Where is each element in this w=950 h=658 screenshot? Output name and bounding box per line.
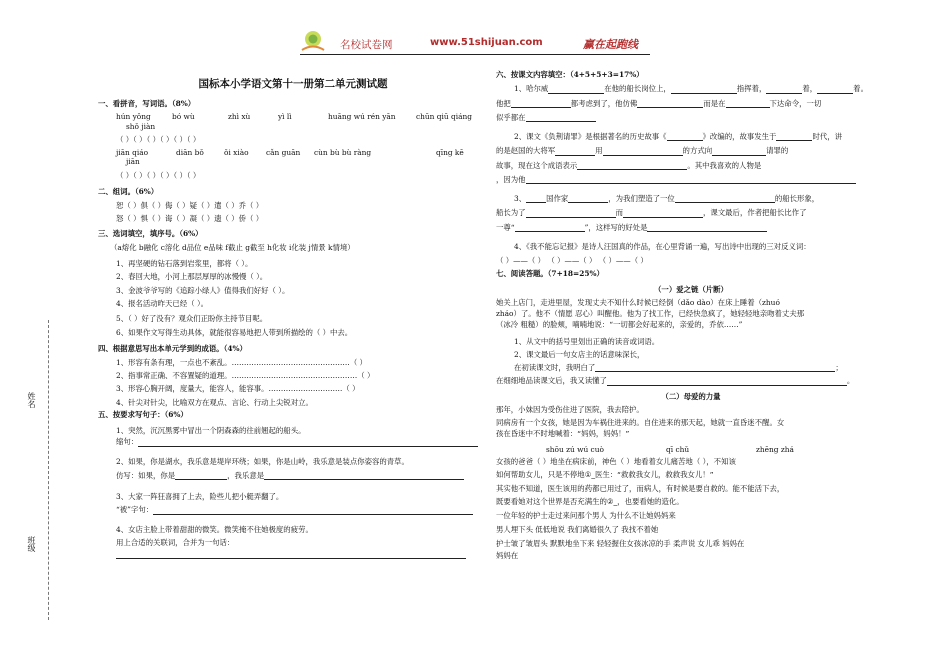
choice-question[interactable]: 2、春回大地，小河上那层厚厚的冰慢慢（ ）。 — [116, 272, 268, 282]
reading-1-para: zháo）了。他不（情愿 忍心）叫醒他。他为了找工作，已经快急疯了，她轻轻地亲吻着丈夫那 — [496, 309, 805, 318]
reading-2-para: 孩在昏迷中不时地喊着：“妈妈，妈妈！” — [496, 429, 630, 439]
sentence-question-3: 3、大家一阵狂喜拥了上去，险些儿把小艇弄翻了。 — [116, 492, 284, 501]
inline-text: 用 — [595, 146, 603, 156]
reading-1-para: （冰冷 粗糙）的脸颊，喃喃地说：“一切都会好起来的，亲爱的，乔依……” — [496, 320, 743, 330]
answer-line[interactable] — [138, 446, 478, 447]
inline-text: 下达命令，一切 — [769, 98, 822, 108]
blank[interactable] — [526, 202, 546, 203]
blank[interactable] — [623, 217, 703, 218]
reading-2-title: （二）母爱的力量 — [661, 391, 721, 401]
reading-1-question: 2、课文最后一句女店主的话意味深长， — [514, 349, 645, 359]
blank[interactable] — [526, 217, 616, 218]
reading-2-para: 同病房有一个女孩，她是因为车祸住进来的。自住进来的那天起，她就一直昏迷不醒。女 — [496, 418, 785, 427]
blank[interactable] — [637, 107, 703, 108]
inline-text: 的是赵国的大将军 — [496, 146, 556, 156]
combine-sentence-label: 用上合适的关联词，合并为一句话： — [116, 537, 235, 547]
inline-text: 都考虑到了，他仿佛 — [570, 98, 638, 108]
pinyin-item: qīng kē — [436, 148, 464, 157]
choice-question[interactable]: 6、如果作文写得生动具体，就能很容易地把人带到所描绘的（ ）中去。 — [116, 328, 353, 338]
inline-text: 在细细地品读课文后，我又读懂了 — [496, 376, 607, 386]
sentence-question-2: 2、如果，你是湖水，我乐意是堤岸环绕；如果，你是山岭，我乐意是装点你姿容的青草。 — [116, 456, 409, 466]
blank[interactable] — [515, 231, 585, 232]
combine-sentence-line[interactable] — [98, 550, 488, 559]
imitate-sentence-line[interactable] — [98, 471, 488, 480]
fill-4-prompt: 4、《我不能忘记报》是诗人汪国真的作品，在心里背诵一遍，写出诗中出现的三对反义词： — [514, 241, 811, 251]
slogan: 赢在起跑线 — [583, 38, 638, 51]
inline-text: 时代，讲 — [812, 132, 843, 141]
blank[interactable] — [526, 121, 596, 122]
school-logo-icon — [296, 30, 330, 52]
word-group-row-1[interactable]: 恕（ ）俱（ ）侮（ ）疑（ ）遣（ ）乔（ ） — [116, 201, 264, 210]
blank[interactable] — [568, 202, 608, 203]
reading-2-para: 妈妈在 — [496, 550, 519, 560]
blank[interactable] — [776, 140, 812, 141]
word-group-row-2[interactable]: 怒（ ）惧（ ）诲（ ）凝（ ）遗（ ）侨（ ） — [116, 214, 264, 224]
sentence-question-1: 1、突然，沉沉黑雾中冒出一个阴森森的往前翘起的船头。 — [116, 426, 306, 435]
section-4-heading: 四、根据意思写出本单元学到的成语。（4%） — [98, 343, 247, 353]
inline-text: 在他的船长岗位上， — [604, 84, 671, 94]
inline-text: 请罪的 — [766, 146, 789, 156]
pinyin-item: bó wù — [172, 112, 195, 122]
name-label: 姓名 — [27, 392, 36, 408]
pinyin-item: chūn qiū qiáng — [416, 112, 472, 122]
pinyin-item: zhēng zhá — [756, 444, 794, 454]
pinyin-item: shōu zú wú cuò — [546, 444, 604, 454]
pinyin-item: yì lì — [278, 112, 292, 122]
answer-line[interactable] — [153, 514, 473, 515]
idiom-question[interactable]: 3、形容心胸开阔，度量大，能容人，能容事。…………………………（ ） — [116, 384, 360, 394]
shrink-label: 缩句： — [116, 437, 139, 447]
pinyin-row-1 — [98, 112, 488, 121]
pinyin-item: hún yǒng — [116, 112, 151, 122]
pinyin-item: huāng wú rén yān — [328, 112, 396, 122]
section-7-heading: 七、阅读答题。（7+18=25%） — [496, 269, 604, 279]
reading-2-para: 一位年轻的护士走过来问那个男人 为什么不让她妈妈来 — [496, 510, 676, 520]
inline-text: 船长为了 — [496, 208, 526, 218]
pinyin-row-1-wrap: shǒ jiàn — [126, 121, 156, 131]
section-1-heading: 一、看拼音，写词语。（8%） — [98, 99, 196, 108]
inline-text: 故事，现在这个成语表示 — [496, 160, 578, 170]
blank[interactable] — [603, 155, 683, 156]
fill-2-line-3[interactable] — [496, 161, 886, 170]
fill-1-line-2[interactable] — [496, 99, 886, 108]
answer-brackets-1[interactable]: （ ）（ ）（ ）（ ）（ ）（ ） — [116, 134, 201, 144]
inline-text: 他把 — [496, 98, 511, 108]
idiom-question[interactable]: 4、针尖对针尖，比喻双方在观点、言论、行动上尖锐对立。 — [116, 397, 313, 407]
site-url[interactable]: www.51shijuan.com — [430, 37, 543, 48]
pinyin-item: ǒi xiào — [224, 148, 249, 157]
inline-text: 在初读课文时，我明白了 — [514, 363, 596, 372]
pinyin-item: qī chǔ — [666, 444, 690, 454]
fill-1-line-3[interactable] — [496, 113, 886, 122]
blank[interactable] — [526, 183, 856, 184]
brand-name: 名校试卷网 — [340, 39, 393, 51]
header-divider — [300, 54, 650, 55]
choice-question[interactable]: 4、报名活动昨天已经（ ）。 — [116, 298, 209, 308]
shrink-sentence-line[interactable] — [98, 437, 488, 446]
section-6-heading: 六、按课文内容填空：（4+5+5+3=17%） — [496, 70, 644, 79]
inline-text: ，为我们塑造了一位 — [608, 194, 675, 203]
inline-text: 的方式向 — [682, 146, 713, 156]
inline-text: 。其中我喜欢的人物是 — [687, 160, 762, 170]
fill-4-brackets[interactable]: （ ）——（ ） （ ）——（ ） （ ）——（ ） — [496, 256, 648, 265]
blank[interactable] — [555, 155, 595, 156]
imitate-label: 仿写：如果，你是 — [116, 470, 176, 480]
passive-sentence-line[interactable] — [98, 505, 488, 514]
blank[interactable] — [667, 140, 703, 141]
pinyin-item: diān bǒ — [176, 148, 204, 157]
left-column — [98, 72, 488, 559]
blank[interactable] — [675, 202, 775, 203]
reading-1-para: 她关上店门，走进里屋，发现丈夫不知什么时候已经倒（dǎo dào）在床上睡着（zhuó — [496, 297, 780, 307]
answer-line[interactable] — [607, 385, 847, 386]
fill-1-line-1[interactable] — [496, 84, 886, 93]
inline-text: 指挥着， — [736, 84, 767, 94]
binding-line — [48, 320, 49, 620]
page-title: 国标本小学语文第十一册第二单元测试题 — [198, 78, 388, 90]
reading-1-answer-line[interactable]: 在细细地品读课文后，我又读懂了 。 — [496, 376, 855, 386]
reading-1-title: （一）爱之链（片断） — [654, 284, 728, 294]
reading-2-para: 男人埋下头 低低地说 我们离婚很久了 我找不着她 — [496, 525, 659, 534]
blank[interactable] — [647, 231, 767, 232]
inline-text: 的船长形象， — [774, 194, 820, 203]
reading-2-para[interactable]: 女孩的爸爸（ ）地坐在病床前，神色（ ）地看着女儿痛苦地（ ），不知该 — [496, 456, 736, 466]
pinyin-item: cùn bù bù ràng — [314, 148, 372, 157]
answer-brackets-2[interactable]: （ ）（ ）（ ）（ ）（ ）（ ） — [116, 170, 201, 180]
inline-text: 似乎都在 — [496, 112, 526, 122]
idiom-question[interactable]: 1、形容有条有理，一点也不紊乱。…………………………………………（ ） — [116, 357, 367, 367]
choice-question[interactable]: 1、再坚硬的钻石落到岩浆里，都将（ ）。 — [116, 259, 253, 268]
class-label: 班级 — [27, 536, 36, 552]
right-column — [496, 70, 886, 560]
reading-2-para[interactable]: 如何帮助女儿，只是不停地①_医生：“救救我女儿，救救我女儿！” — [496, 470, 714, 479]
reading-2-para: 其实他不知道，医生该用的药都已用过了，而病人，有时候是要自救的。能不能活下去， — [496, 484, 785, 494]
blank[interactable] — [766, 93, 802, 94]
pinyin-item: cǎn guān — [266, 148, 301, 157]
blank[interactable] — [577, 169, 687, 170]
reading-2-para: 护士皱了皱眉头 默默地坐下来 轻轻握住女孩冰凉的手 柔声说 女儿乖 妈妈在 — [496, 539, 745, 549]
imitate-label-2: ，我乐意是 — [227, 470, 265, 480]
blank[interactable] — [817, 93, 853, 94]
reading-1-answer-line[interactable]: 在初读课文时，我明白了 ； — [514, 363, 843, 372]
reading-2-para: 那年，小妹因为受伤住进了医院，我去陪护。 — [496, 404, 644, 414]
fill-3-line-3[interactable] — [496, 223, 886, 232]
idiom-question[interactable]: 2、指事常正确、不容置疑的道理。……………………………………………（ ） — [116, 371, 375, 380]
pinyin-item: zhì xù — [228, 112, 251, 122]
blank[interactable] — [511, 107, 571, 108]
fill-3-line-1[interactable] — [496, 194, 886, 203]
inline-text: 3、 — [514, 194, 527, 203]
inline-text: 国作家 — [546, 194, 569, 203]
inline-text: 着。 — [853, 84, 868, 94]
answer-line[interactable] — [264, 479, 464, 480]
pinyin-row-2-wrap: jiān — [126, 157, 140, 167]
answer-line[interactable] — [595, 371, 835, 372]
reading-1-question: 1、从文中的括号里划出正确的读音或词语。 — [514, 336, 660, 346]
section-3-heading: 三、选词填空，填序号。（6%） — [98, 228, 203, 238]
inline-text: 一尊“ — [496, 222, 515, 232]
inline-text: ，课文最后，作者把船长比作了 — [702, 208, 807, 218]
choice-question[interactable]: 3、金波爷爷写的《追踪小绿人》值得我们好好（ ）。 — [116, 285, 290, 295]
inline-text: 1、哈尔威 — [514, 84, 549, 94]
fill-2-line-2[interactable] — [496, 146, 886, 155]
inline-text: 而是在 — [703, 98, 726, 108]
sentence-question-4: 4、女店主脸上带着甜甜的微笑。微笑掩不住她极度的疲劳。 — [116, 524, 313, 534]
reading-2-pinyin — [496, 445, 886, 454]
inline-text: 》改编的，故事发生于 — [702, 132, 777, 141]
blank[interactable] — [548, 93, 604, 94]
answer-line[interactable] — [175, 479, 227, 480]
blank[interactable] — [671, 93, 737, 94]
inline-text: ”，这样写的好处是 — [584, 222, 648, 232]
fill-2-line-1[interactable] — [496, 132, 886, 141]
blank[interactable] — [712, 155, 766, 156]
pinyin-row-2 — [98, 148, 488, 157]
reading-2-para[interactable]: 既要看她对这个世界是否充满生的②_，也要看她的造化。 — [496, 496, 684, 506]
blank[interactable] — [726, 107, 770, 108]
inline-text: 2、课文《负荆请罪》是根据著名的历史故事《 — [514, 132, 667, 141]
passive-label: “被”字句： — [116, 505, 154, 515]
fill-2-line-4[interactable] — [496, 175, 886, 184]
inline-text: 而 — [615, 208, 623, 218]
pinyin-item: jiān qiáo — [116, 148, 149, 157]
inline-text: ，因为他 — [496, 174, 526, 184]
choice-question[interactable]: 5、（ ）好了没有？观众们正盼你主持节目呢。 — [116, 314, 268, 323]
fill-3-line-2[interactable] — [496, 208, 886, 217]
section-2-heading: 二、组词。（6%） — [98, 186, 159, 196]
answer-line[interactable] — [116, 558, 466, 559]
inline-text: 着， — [802, 84, 818, 94]
choice-options: （a熔化 b融化 c溶化 d品位 e品味 f截止 g截至 h化妆 i化装 j情景 k情境） — [110, 242, 355, 252]
section-5-heading: 五、按要求写句子：（6%） — [98, 409, 188, 419]
